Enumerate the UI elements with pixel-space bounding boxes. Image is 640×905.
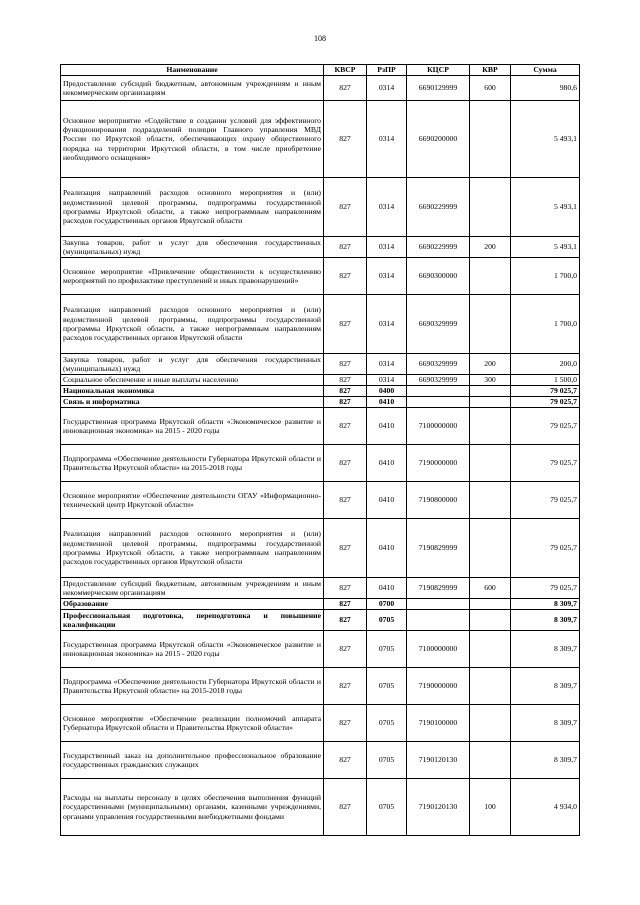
cell-name: Государственная программа Иркутской области «Экономическое развитие и инновационная экономика» на 2015 - 2020 годы <box>61 631 324 668</box>
cell-kvsr: 827 <box>324 631 367 668</box>
cell-sum: 79 025,7 <box>511 445 580 482</box>
cell-kvr: 200 <box>470 354 511 375</box>
cell-kvsr: 827 <box>324 354 367 375</box>
cell-sum: 79 025,7 <box>511 386 580 397</box>
cell-rzpr: 0705 <box>367 631 407 668</box>
cell-kvr <box>470 445 511 482</box>
cell-kvsr: 827 <box>324 445 367 482</box>
cell-rzpr: 0410 <box>367 482 407 519</box>
cell-kcsr <box>407 599 470 610</box>
cell-kcsr: 7190829999 <box>407 519 470 578</box>
page-number: 108 <box>314 34 326 43</box>
column-header-kcsr: КЦСР <box>407 65 470 76</box>
cell-kvsr: 827 <box>324 779 367 836</box>
cell-name: Основное мероприятие «Обеспечение реализации полномочий аппарата Губернатора Иркутской области и Правительства Иркутской области» <box>61 705 324 742</box>
cell-kvsr: 827 <box>324 76 367 101</box>
cell-kvsr: 827 <box>324 705 367 742</box>
cell-kcsr: 6690229999 <box>407 178 470 237</box>
cell-sum: 8 309,7 <box>511 610 580 631</box>
cell-sum: 5 493,1 <box>511 178 580 237</box>
cell-kcsr: 7190000000 <box>407 668 470 705</box>
cell-rzpr: 0314 <box>367 258 407 295</box>
cell-kvsr: 827 <box>324 482 367 519</box>
section-row <box>61 386 580 397</box>
cell-kvsr: 827 <box>324 178 367 237</box>
cell-sum: 4 934,0 <box>511 779 580 836</box>
cell-kvr <box>470 258 511 295</box>
cell-kvr <box>470 397 511 408</box>
cell-name: Расходы на выплаты персоналу в целях обеспечения выполнения функций государственными (муниципальными) органами, казенными учреждениями, органами управления государственными внебюджетными фондами <box>61 779 324 836</box>
cell-kvr <box>470 386 511 397</box>
cell-kvsr: 827 <box>324 599 367 610</box>
cell-name: Закупка товаров, работ и услуг для обеспечения государственных (муниципальных) нужд <box>61 354 324 375</box>
cell-kvr: 200 <box>470 237 511 258</box>
cell-kvr <box>470 742 511 779</box>
cell-kvr <box>470 610 511 631</box>
cell-kvsr: 827 <box>324 578 367 599</box>
table-row <box>61 578 580 599</box>
cell-kcsr: 7190120130 <box>407 779 470 836</box>
cell-rzpr: 0705 <box>367 705 407 742</box>
cell-name: Национальная экономика <box>61 386 324 397</box>
cell-sum: 1 700,0 <box>511 258 580 295</box>
cell-name: Основное мероприятие «Содействие в создании условий для эффективного функционирования подразделений полиции Главного управления МВД России по Иркутской области, обеспечивающих охрану общественного порядка на территории Иркутской области, в том числе приобретение необходимого оснащения» <box>61 101 324 178</box>
table-row <box>61 445 580 482</box>
cell-sum: 5 493,1 <box>511 101 580 178</box>
column-header-sum: Сумма <box>511 65 580 76</box>
table-row <box>61 668 580 705</box>
cell-kvsr: 827 <box>324 258 367 295</box>
cell-kcsr: 6690300000 <box>407 258 470 295</box>
column-header-rzpr: РзПР <box>367 65 407 76</box>
cell-kvsr: 827 <box>324 101 367 178</box>
budget-table <box>60 64 580 836</box>
cell-name: Связь и информатика <box>61 397 324 408</box>
cell-kcsr: 6690129999 <box>407 76 470 101</box>
cell-sum: 8 309,7 <box>511 599 580 610</box>
table-row <box>61 258 580 295</box>
cell-kvr: 100 <box>470 779 511 836</box>
cell-name: Подпрограмма «Обеспечение деятельности Губернатора Иркутской области и Правительства Иркутской области» на 2015-2018 годы <box>61 668 324 705</box>
cell-sum: 79 025,7 <box>511 397 580 408</box>
cell-rzpr: 0410 <box>367 519 407 578</box>
table-header-row <box>61 65 580 76</box>
cell-kvr <box>470 295 511 354</box>
table-body <box>61 76 580 836</box>
cell-kvsr: 827 <box>324 742 367 779</box>
cell-name: Реализация направлений расходов основного мероприятия и (или) ведомственной целевой программы, подпрограммы государственной программы Иркутской области, а также непрограммным направлениям расходов государственных органов Иркутской области <box>61 295 324 354</box>
cell-kvr <box>470 178 511 237</box>
cell-kvr <box>470 599 511 610</box>
cell-kvsr: 827 <box>324 408 367 445</box>
cell-kcsr <box>407 386 470 397</box>
cell-kvr <box>470 631 511 668</box>
cell-sum: 8 309,7 <box>511 742 580 779</box>
cell-kcsr <box>407 610 470 631</box>
cell-name: Образование <box>61 599 324 610</box>
cell-rzpr: 0410 <box>367 578 407 599</box>
cell-kcsr: 7190120130 <box>407 742 470 779</box>
cell-kvr: 600 <box>470 76 511 101</box>
column-header-kvsr: КВСР <box>324 65 367 76</box>
cell-kcsr: 6690329999 <box>407 354 470 375</box>
table-row <box>61 101 580 178</box>
cell-kcsr: 7190829999 <box>407 578 470 599</box>
cell-rzpr: 0314 <box>367 76 407 101</box>
cell-name: Подпрограмма «Обеспечение деятельности Губернатора Иркутской области и Правительства Иркутской области» на 2015-2018 годы <box>61 445 324 482</box>
table-row <box>61 375 580 386</box>
table-row <box>61 742 580 779</box>
cell-rzpr: 0314 <box>367 354 407 375</box>
cell-kcsr: 7190100000 <box>407 705 470 742</box>
cell-kcsr: 7100000000 <box>407 408 470 445</box>
section-row <box>61 397 580 408</box>
column-header-kvr: КВР <box>470 65 511 76</box>
cell-sum: 980,6 <box>511 76 580 101</box>
cell-kvr <box>470 519 511 578</box>
cell-rzpr: 0705 <box>367 742 407 779</box>
cell-kvr <box>470 408 511 445</box>
cell-rzpr: 0700 <box>367 599 407 610</box>
cell-sum: 8 309,7 <box>511 705 580 742</box>
cell-name: Реализация направлений расходов основного мероприятия и (или) ведомственной целевой программы, подпрограммы государственной программы Иркутской области, а также непрограммным направлениям расходов государственных органов Иркутской области <box>61 178 324 237</box>
cell-sum: 1 700,0 <box>511 295 580 354</box>
section-row <box>61 610 580 631</box>
cell-name: Закупка товаров, работ и услуг для обеспечения государственных (муниципальных) нужд <box>61 237 324 258</box>
cell-name: Государственная программа Иркутской области «Экономическое развитие и инновационная экономика» на 2015 - 2020 годы <box>61 408 324 445</box>
cell-sum: 79 025,7 <box>511 408 580 445</box>
cell-sum: 79 025,7 <box>511 519 580 578</box>
cell-rzpr: 0705 <box>367 779 407 836</box>
table-row <box>61 178 580 237</box>
cell-name: Социальное обеспечение и иные выплаты населению <box>61 375 324 386</box>
cell-rzpr: 0410 <box>367 397 407 408</box>
cell-name: Предоставление субсидий бюджетным, автономным учреждениям и иным некоммерческим организациям <box>61 578 324 599</box>
cell-kvr <box>470 668 511 705</box>
table-row <box>61 295 580 354</box>
cell-kvr <box>470 705 511 742</box>
cell-rzpr: 0314 <box>367 237 407 258</box>
cell-kcsr: 7100000000 <box>407 631 470 668</box>
table-row <box>61 705 580 742</box>
table-row <box>61 76 580 101</box>
cell-kvsr: 827 <box>324 386 367 397</box>
cell-sum: 8 309,7 <box>511 631 580 668</box>
cell-name: Основное мероприятие «Привлечение общественности к осуществлению мероприятий по профилактике преступлений и иных правонарушений» <box>61 258 324 295</box>
table-row <box>61 779 580 836</box>
table-row <box>61 631 580 668</box>
cell-rzpr: 0705 <box>367 668 407 705</box>
cell-kvr <box>470 482 511 519</box>
cell-kvsr: 827 <box>324 397 367 408</box>
cell-sum: 79 025,7 <box>511 482 580 519</box>
cell-kvr: 300 <box>470 375 511 386</box>
cell-sum: 200,0 <box>511 354 580 375</box>
table-row <box>61 408 580 445</box>
cell-kcsr: 6690200000 <box>407 101 470 178</box>
cell-rzpr: 0410 <box>367 445 407 482</box>
cell-sum: 1 500,0 <box>511 375 580 386</box>
cell-name: Предоставление субсидий бюджетным, автономным учреждениям и иным некоммерческим организациям <box>61 76 324 101</box>
cell-sum: 79 025,7 <box>511 578 580 599</box>
cell-sum: 5 493,1 <box>511 237 580 258</box>
section-row <box>61 599 580 610</box>
cell-kvsr: 827 <box>324 295 367 354</box>
cell-kvsr: 827 <box>324 519 367 578</box>
cell-name: Основное мероприятие «Обеспечение деятельности ОГАУ «Информационно-технический центр Иркутской области» <box>61 482 324 519</box>
cell-rzpr: 0314 <box>367 178 407 237</box>
cell-name: Государственный заказ на дополнительное профессиональное образование государственных гражданских служащих <box>61 742 324 779</box>
cell-rzpr: 0705 <box>367 610 407 631</box>
cell-kvr <box>470 101 511 178</box>
cell-sum: 8 309,7 <box>511 668 580 705</box>
cell-kvsr: 827 <box>324 610 367 631</box>
cell-kcsr <box>407 397 470 408</box>
cell-rzpr: 0410 <box>367 408 407 445</box>
cell-kcsr: 6690329999 <box>407 375 470 386</box>
cell-kcsr: 6690329999 <box>407 295 470 354</box>
cell-kvsr: 827 <box>324 375 367 386</box>
cell-rzpr: 0314 <box>367 375 407 386</box>
cell-kvsr: 827 <box>324 668 367 705</box>
cell-name: Профессиональная подготовка, переподготовка и повышение квалификации <box>61 610 324 631</box>
table-row <box>61 519 580 578</box>
table-row <box>61 237 580 258</box>
column-header-name: Наименование <box>61 65 324 76</box>
cell-kvsr: 827 <box>324 237 367 258</box>
table-row <box>61 482 580 519</box>
cell-rzpr: 0314 <box>367 295 407 354</box>
table-row <box>61 354 580 375</box>
cell-name: Реализация направлений расходов основного мероприятия и (или) ведомственной целевой программы, подпрограммы государственной программы Иркутской области, а также непрограммным направлениям расходов государственных органов Иркутской области <box>61 519 324 578</box>
cell-kvr: 600 <box>470 578 511 599</box>
cell-rzpr: 0400 <box>367 386 407 397</box>
cell-kcsr: 6690229999 <box>407 237 470 258</box>
cell-kcsr: 7190000000 <box>407 445 470 482</box>
cell-rzpr: 0314 <box>367 101 407 178</box>
cell-kcsr: 7190800000 <box>407 482 470 519</box>
